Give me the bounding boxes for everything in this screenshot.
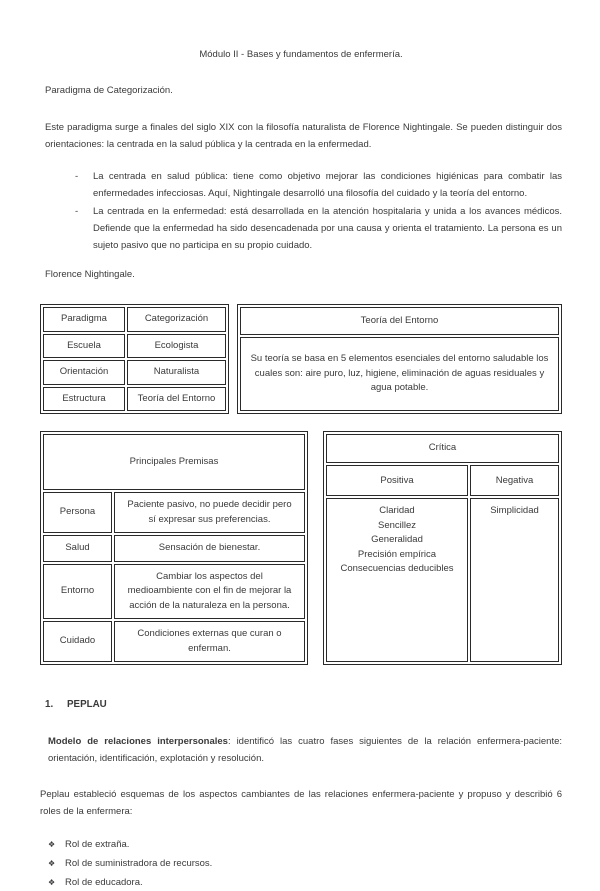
diamond-bullet-icon: ❖ xyxy=(48,840,56,849)
table-row xyxy=(326,465,559,496)
section-label: Paradigma de Categorización. xyxy=(45,85,173,96)
table-body-cell: Su teoría se basa en 5 elementos esenciales del entorno saludable los cuales son: aire puro, luz, higiene, eliminación de aguas residuales y agua potable. xyxy=(240,337,559,411)
table-row xyxy=(43,564,305,620)
table-row xyxy=(43,434,305,490)
roles-list xyxy=(48,836,562,891)
tables-row-bottom xyxy=(40,431,562,665)
row-value-cell: Sensación de bienestar. xyxy=(114,535,305,562)
row-label-cell: Cuidado xyxy=(43,621,112,662)
role-text: Rol de extraña. xyxy=(65,839,130,850)
row-label-cell: Persona xyxy=(43,492,112,533)
table-row xyxy=(43,535,305,562)
table-row xyxy=(240,337,559,411)
tables-row-top xyxy=(40,304,562,414)
row-value-cell: Condiciones externas que curan o enferman. xyxy=(114,621,305,662)
diamond-bullet-icon: ❖ xyxy=(48,859,56,868)
row-label-cell: Entorno xyxy=(43,564,112,620)
figure-label: Florence Nightingale. xyxy=(45,269,135,280)
premises-table xyxy=(40,431,308,665)
table-header-cell: Crítica xyxy=(326,434,559,463)
list-item-text: La centrada en salud pública: tiene como objetivo mejorar las condiciones higiénicas para combatir las enfermedades infecciosas. Aquí, Nightingale desarrolló una filosofía del cuidado y la teoría del entorno. xyxy=(93,171,562,199)
intro-paragraph: Este paradigma surge a finales del siglo XIX con la filosofía naturalista de Florence Nightingale. Se pueden distinguir dos orientaciones: la centrada en la salud pública y la centrada en la enfermedad. xyxy=(45,122,562,150)
peplau-heading xyxy=(45,696,562,713)
list-item xyxy=(75,168,562,202)
table-row xyxy=(326,498,559,662)
column-header-negative: Negativa xyxy=(470,465,559,496)
diamond-bullet-icon: ❖ xyxy=(48,878,56,887)
row-label-cell: Escuela xyxy=(43,334,125,359)
table-row xyxy=(240,307,559,335)
table-row xyxy=(43,492,305,533)
column-header-positive: Positiva xyxy=(326,465,468,496)
row-label-cell: Salud xyxy=(43,535,112,562)
row-value-cell: Ecologista xyxy=(127,334,226,359)
list-item xyxy=(48,855,562,872)
row-value-cell: Cambiar los aspectos del medioambiente con el fin de mejorar la acción de la naturaleza en la persona. xyxy=(114,564,305,620)
table-row xyxy=(326,434,559,463)
table-header-cell: Principales Premisas xyxy=(43,434,305,490)
page-title: Módulo II - Bases y fundamentos de enfermería. xyxy=(199,49,403,60)
list-item xyxy=(48,836,562,853)
row-label-cell: Paradigma xyxy=(43,307,125,332)
model-paragraph-rest: : identificó las cuatro fases siguientes de la relación enfermera-paciente: orientación, identificación, explotación y resolución. xyxy=(48,736,563,764)
positive-item: Precisión empírica xyxy=(357,548,437,560)
table-row xyxy=(43,307,226,332)
orientation-list xyxy=(40,168,562,254)
list-item-text: La centrada en la enfermedad: está desarrollada en la atención hospitalaria y unida a los avances médicos. Defiende que la enfermedad ha sido desencadenada por una causa y orienta el tratamiento. La persona es un sujeto pasivo que no participa en su propio cuidado. xyxy=(93,206,562,251)
table-row xyxy=(43,387,226,412)
role-text: Rol de educadora. xyxy=(65,877,143,888)
positive-item: Generalidad xyxy=(371,534,423,546)
row-value-cell: Paciente pasivo, no puede decidir pero sí expresar sus preferencias. xyxy=(114,492,305,533)
table-row xyxy=(43,334,226,359)
positive-item: Claridad xyxy=(379,505,415,517)
table-header-cell: Teoría del Entorno xyxy=(240,307,559,335)
list-item xyxy=(48,874,562,891)
table-row xyxy=(43,621,305,662)
critique-table xyxy=(323,431,562,665)
table-row xyxy=(43,360,226,385)
row-value-cell: Naturalista xyxy=(127,360,226,385)
peplau-paragraph: Peplau estableció esquemas de los aspectos cambiantes de las relaciones enfermera-paciente y propuso y describió 6 roles de la enfermera: xyxy=(40,789,562,817)
dash-bullet-icon: - xyxy=(75,171,79,182)
paradigm-table xyxy=(40,304,229,414)
row-label-cell: Estructura xyxy=(43,387,125,412)
positive-item: Consecuencias deducibles xyxy=(340,563,454,575)
list-item xyxy=(75,203,562,254)
row-value-cell: Categorización xyxy=(127,307,226,332)
positive-items-cell xyxy=(326,498,468,662)
row-label-cell: Orientación xyxy=(43,360,125,385)
model-paragraph xyxy=(48,733,562,767)
role-text: Rol de suministradora de recursos. xyxy=(65,858,213,869)
negative-item: Simplicidad xyxy=(490,505,539,517)
heading-number: 1. xyxy=(45,699,54,710)
dash-bullet-icon: - xyxy=(75,206,79,217)
row-value-cell: Teoría del Entorno xyxy=(127,387,226,412)
negative-items-cell xyxy=(470,498,559,662)
heading-label: PEPLAU xyxy=(67,699,107,710)
environment-theory-table xyxy=(237,304,562,414)
model-paragraph-lead: Modelo de relaciones interpersonales xyxy=(48,736,228,747)
positive-item: Sencillez xyxy=(377,519,417,531)
